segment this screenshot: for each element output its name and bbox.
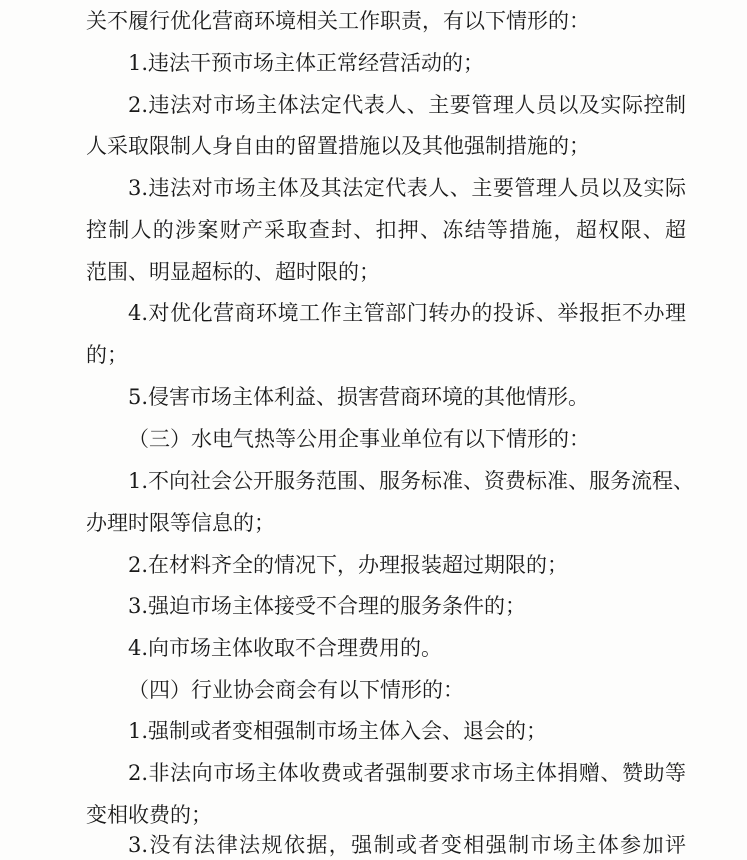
- text-line-9: 的；: [86, 343, 128, 367]
- text-line-13: 办理时限等信息的；: [86, 511, 275, 535]
- text-line-18: 1.强制或者变相强制市场主体入会、退会的；: [128, 719, 548, 743]
- text-line-12: 1.不向社会公开服务范围、服务标准、资费标准、服务流程、: [128, 469, 695, 493]
- text-line-5: 3.违法对市场主体及其法定代表人、主要管理人员以及实际: [128, 176, 686, 200]
- text-line-3: 2.违法对市场主体法定代表人、主要管理人员以及实际控制: [128, 93, 686, 117]
- text-line-21: 3.没有法律法规依据，强制或者变相强制市场主体参加评: [128, 833, 686, 857]
- text-line-20: 变相收费的；: [86, 803, 212, 827]
- text-line-14: 2.在材料齐全的情况下，办理报装超过期限的；: [128, 553, 569, 577]
- text-line-16: 4.向市场主体收取不合理费用的。: [128, 636, 443, 660]
- text-line-2: 1.违法干预市场主体正常经营活动的；: [128, 51, 485, 75]
- text-line-6: 控制人的涉案财产采取查封、扣押、冻结等措施，超权限、超: [86, 218, 686, 242]
- text-line-10: 5.侵害市场主体利益、损害营商环境的其他情形。: [128, 385, 590, 409]
- text-line-15: 3.强迫市场主体接受不合理的服务条件的；: [128, 594, 527, 618]
- text-line-1: 关不履行优化营商环境相关工作职责，有以下情形的：: [86, 9, 590, 33]
- text-line-19: 2.非法向市场主体收费或者强制要求市场主体捐赠、赞助等: [128, 761, 686, 785]
- text-line-8: 4.对优化营商环境工作主管部门转办的投诉、举报拒不办理: [128, 301, 686, 325]
- text-line-7: 范围、明显超标的、超时限的；: [86, 260, 380, 284]
- text-line-4: 人采取限制人身自由的留置措施以及其他强制措施的；: [86, 134, 590, 158]
- text-line-17: （四）行业协会商会有以下情形的：: [128, 678, 464, 702]
- text-line-11: （三）水电气热等公用企事业单位有以下情形的：: [128, 427, 590, 451]
